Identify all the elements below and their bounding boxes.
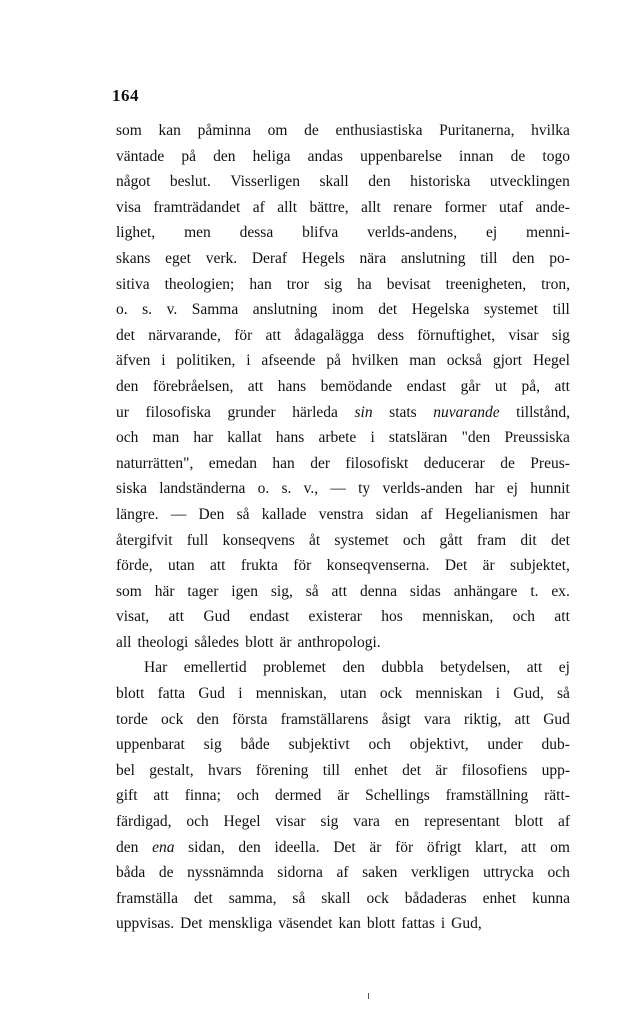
paragraph [116, 118, 570, 655]
text-line: visat, att Gud endast existerar hos menniskan, och att [116, 608, 570, 626]
text-line: färdigad, och Hegel visar sig vara en representant blott af [116, 813, 570, 831]
text-line: väntade på den heliga andas uppenbarelse innan de togo [116, 147, 570, 165]
print-speck [368, 993, 369, 999]
text-line: sitiva theologien; han tror sig ha bevisat treenigheten, tron, [116, 275, 570, 293]
text-line: som här tager igen sig, så att denna sidas anhängare t. ex. [116, 582, 570, 600]
text-line: den förebråelsen, att hans bemödande endast går ut på, att [116, 377, 570, 395]
text-line: längre. — Den så kallade venstra sidan af Hegelianismen har [116, 505, 570, 523]
text-line: förde, utan att frukta för konseqvenserna. Det är subjektet, [116, 557, 570, 575]
text-line: framställa det samma, så skall ock bådaderas enhet kunna [116, 889, 570, 907]
text-line: den ena sidan, den ideella. Det är för öfrigt klart, att om [116, 838, 570, 856]
text-line: som kan påminna om de enthusiastiska Puritanerna, hvilka [116, 122, 570, 139]
text-line: båda de nyssnämnda sidorna af saken verkligen uttrycka och [116, 864, 570, 882]
text-line: Har emellertid problemet den dubbla betydelsen, att ej [144, 659, 570, 677]
text-line: gift att finna; och dermed är Schellings framställning rätt- [116, 787, 570, 805]
text-line: torde ock den första framställarens åsigt vara riktig, att Gud [116, 710, 570, 728]
text-line: uppvisas. Det menskliga väsendet kan blott fattas i Gud, [116, 915, 482, 933]
text-line: all theologi således blott är anthropologi. [116, 633, 381, 651]
text-line: blott fatta Gud i menniskan, utan ock menniskan i Gud, så [116, 685, 570, 703]
page-number: 164 [112, 86, 139, 105]
text-line: äfven i politiken, i afseende på hvilken man också gjort Hegel [116, 352, 570, 370]
body-text [116, 118, 570, 937]
text-line: uppenbarat sig både subjektivt och objektivt, under dub- [116, 736, 570, 754]
text-line: lighet, men dessa blifva verlds-andens, ej menni- [116, 224, 570, 242]
text-line: återgifvit full konseqvens åt systemet och gått fram dit det [116, 531, 570, 549]
text-line: o. s. v. Samma anslutning inom det Hegelska systemet till [116, 301, 570, 319]
text-line: visa framträdandet af allt bättre, allt renare former utaf ande- [116, 198, 570, 216]
paragraph [116, 655, 570, 937]
text-line: ur filosofiska grunder härleda sin stats nuvarande tillstånd, [116, 403, 570, 421]
text-line: det närvarande, för att ådagalägga dess förnuftighet, visar sig [116, 326, 570, 344]
text-line: naturrätten", emedan han der filosofiskt deducerar de Preus- [116, 454, 570, 472]
text-line: siska landständerna o. s. v., — ty verlds-anden har ej hunnit [116, 480, 570, 498]
text-line: bel gestalt, hvars förening till enhet det är filosofiens upp- [116, 761, 570, 779]
text-line: skans eget verk. Deraf Hegels nära anslutning till den po- [116, 249, 570, 267]
text-line: något beslut. Visserligen skall den historiska utvecklingen [116, 173, 570, 191]
text-line: och man har kallat hans arbete i statsläran "den Preussiska [116, 429, 570, 447]
